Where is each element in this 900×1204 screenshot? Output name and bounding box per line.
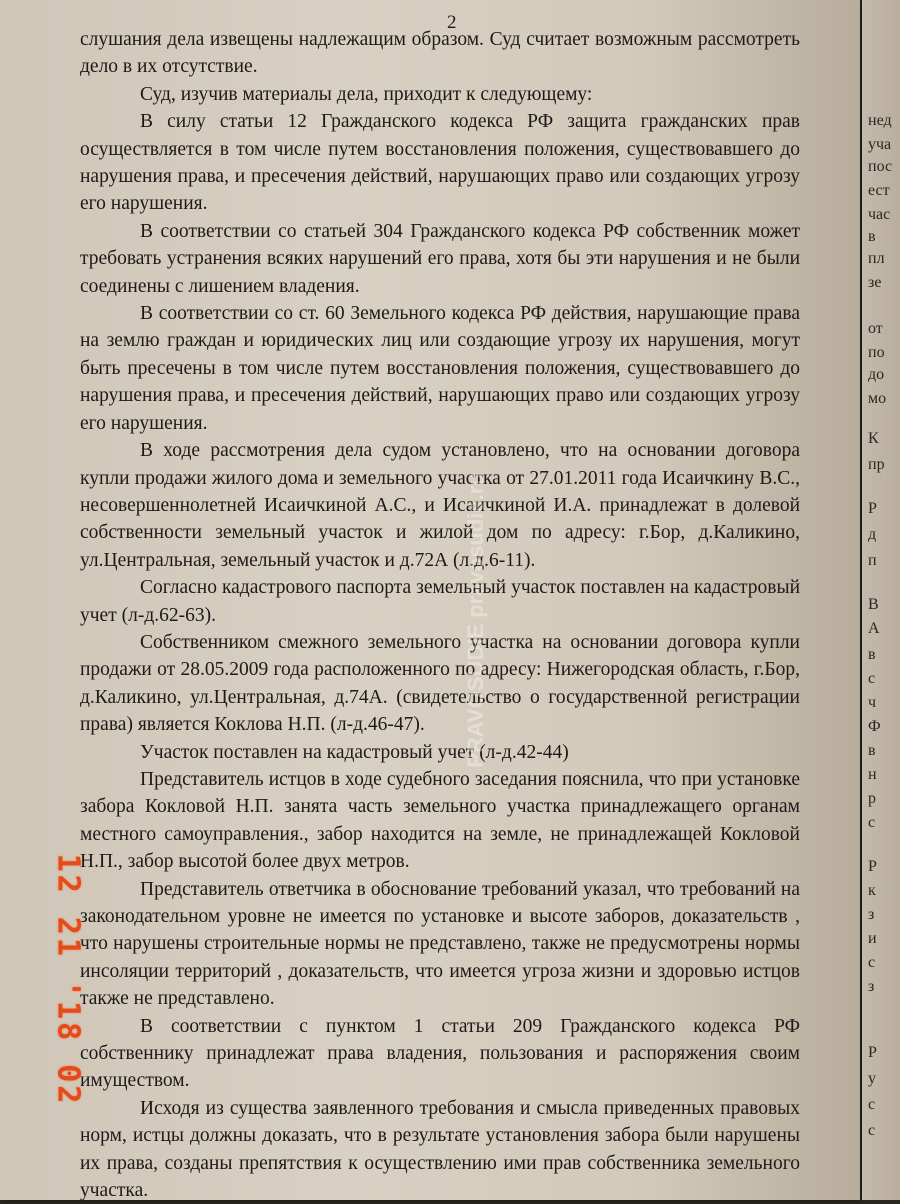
fragment: р	[868, 790, 876, 807]
paragraph: В соответствии со статьей 304 Гражданского кодекса РФ собственник может требовать устранения всяких нарушений его права, хотя бы эти нарушения и не были соединены с лишением владения.	[80, 220, 800, 297]
fragment: нед	[868, 112, 892, 129]
fragment: п	[868, 552, 877, 569]
fragment: пл	[868, 250, 885, 267]
fragment: в	[868, 742, 876, 759]
fragment: ч	[868, 694, 877, 711]
paragraph: слушания дела извещены надлежащим образом. Суд считает возможным рассмотреть дело в их отсутствие.	[80, 29, 800, 78]
fragment: з	[868, 906, 875, 923]
fragment: з	[868, 978, 875, 995]
document-text	[80, 26, 800, 1204]
fragment: н	[868, 766, 877, 783]
paragraph: В ходе рассмотрения дела судом установлено, что на основании договора купли продажи жилого дома и земельного участка от 27.01.2011 года Исаичкину В.С., несовершеннолетней Исаичкиной А.С., и Исаичкиной И.А. принадлежат в долевой собственности земельный участок и жилой дом по адресу: г.Бор, д.Каликино, ул.Центральная, земельный участок и д.72А (л.д.6-11).	[80, 440, 800, 571]
fragment: ест	[868, 182, 890, 199]
paragraph: Согласно кадастрового паспорта земельный участок поставлен на кадастровый учет (л-д.62-63).	[80, 577, 800, 626]
fragment: пос	[868, 158, 893, 175]
fragment: от	[868, 320, 883, 337]
fragment: с	[868, 954, 876, 971]
camera-date-stamp	[48, 853, 88, 1107]
paragraph: Представитель истцов в ходе судебного заседания пояснила, что при установке забора Кокловой Н.П. занята часть земельного участка принадлежащего органам местного самоуправления., забор находится на земле, не принадлежащей Кокловой Н.П., забор высотой более двух метров.	[80, 768, 800, 873]
fragment: в	[868, 646, 876, 663]
fragment: Р	[868, 500, 877, 517]
paragraph: Исходя из существа заявленного требования и смысла приведенных правовых норм, истцы должны доказать, что в результате установления забора были нарушены их права, созданы препятствия к осуществлению ими прав собственника земельного участка.	[80, 1097, 800, 1202]
fragment: с	[868, 1096, 876, 1113]
page-number: 2	[447, 12, 457, 33]
fragment: час	[868, 206, 891, 223]
fragment: и	[868, 930, 877, 947]
fragment: д	[868, 526, 877, 543]
fragment: в	[868, 228, 876, 245]
fragment: пр	[868, 456, 885, 473]
paragraph: Суд, изучив материалы дела, приходит к следующему:	[140, 83, 593, 105]
fragment: с	[868, 814, 876, 831]
watermark	[456, 472, 496, 768]
paragraph: В силу статьи 12 Гражданского кодекса РФ защита гражданских прав осуществляется в том числе путем восстановления положения, существовавшего до нарушения права, и пресечения действий, нарушающих право или создающих угрозу его нарушения.	[80, 111, 800, 215]
fragment: по	[868, 344, 885, 361]
fragment: к	[868, 882, 876, 899]
fragment: Ф	[868, 718, 881, 735]
paragraph: В соответствии с пунктом 1 статьи 209 Гражданского кодекса РФ собственнику принадлежат права владения, пользования и распоряжения своим имуществом.	[80, 1015, 800, 1092]
fragment: зе	[868, 274, 882, 291]
fragment: с	[868, 1122, 876, 1139]
fragment: у	[868, 1070, 876, 1087]
fragment: Р	[868, 1044, 877, 1061]
date-stamp-text: 12 21 '18 02	[50, 853, 86, 1107]
fragment: с	[868, 670, 876, 687]
fragment: В	[868, 596, 879, 613]
watermark-text: PRAVOSUDIE pravosudie.ru	[463, 472, 488, 768]
adjacent-page-strip	[862, 0, 900, 1200]
fragment: до	[868, 366, 885, 383]
fragment: мо	[868, 390, 887, 407]
paragraph: В соответствии со ст. 60 Земельного кодекса РФ действия, нарушающие права на землю граждан и юридических лиц или создающие угрозу их нарушения, могут быть пресечены в том числе путем восстановления положения, существовавшего до нарушения права, и пресечения действий, нарушающих право или создающих угрозу его нарушения.	[80, 303, 800, 434]
fragment: уча	[868, 136, 892, 153]
paragraph: Участок поставлен на кадастровый учет (л-д.42-44)	[140, 741, 569, 763]
fragment: А	[868, 620, 880, 637]
fragment: Р	[868, 858, 877, 875]
paragraph: Собственником смежного земельного участка на основании договора купли продажи от 28.05.2009 года расположенного по адресу: Нижегородская область, г.Бор, д.Каликино, ул.Центральная, д.74А. (свидетельство о государственной регистрации права) является Коклова Н.П. (л-д.46-47).	[80, 631, 800, 736]
paragraph: Представитель ответчика в обоснование требований указал, что требований на законодательном уровне не имеется по установке и высоте заборов, доказательств , что нарушены строительные нормы не представлено, также не предусмотрены нормы инсоляции территорий , доказательств, что имеется угроза жизни и здоровью истцов также не представлено.	[80, 878, 800, 1010]
fragment: К	[868, 430, 879, 447]
